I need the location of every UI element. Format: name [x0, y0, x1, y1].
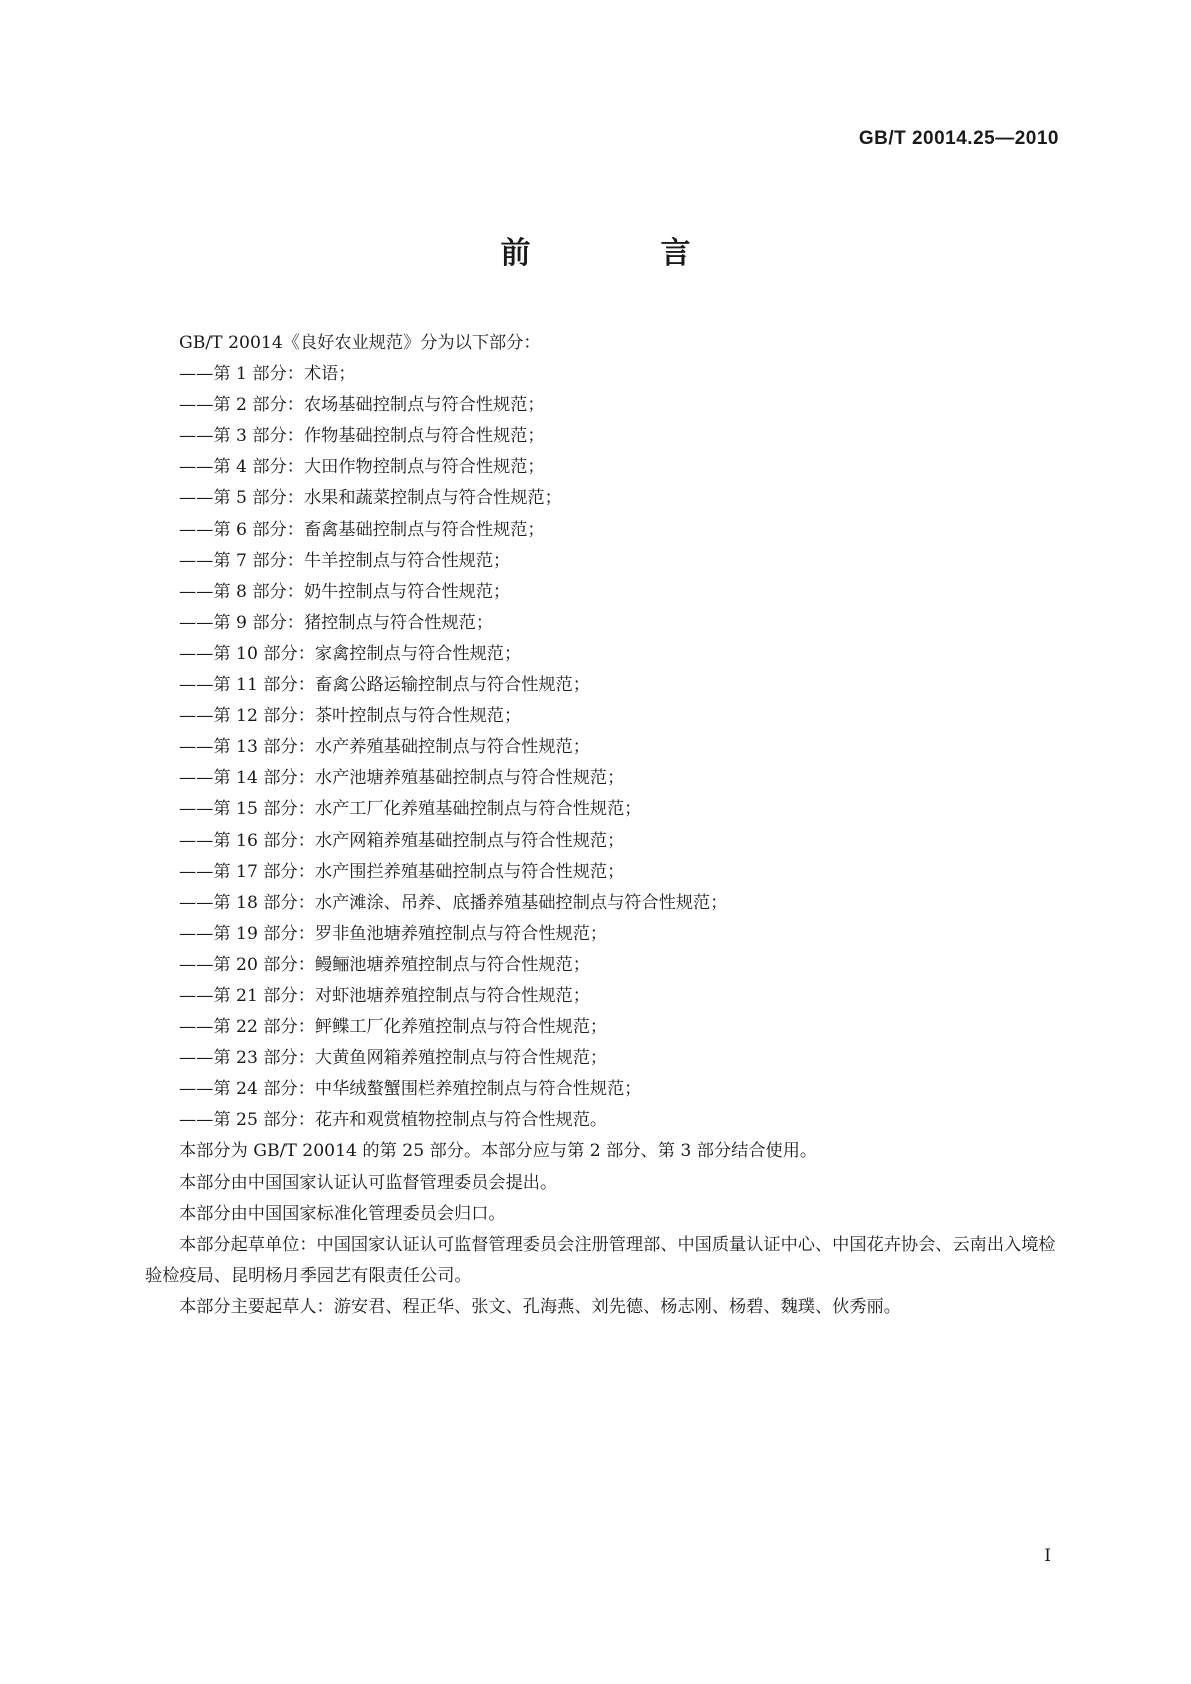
list-item: ——第 15 部分：水产工厂化养殖基础控制点与符合性规范；	[179, 799, 642, 820]
intro-paragraph: GB/T 20014《良好农业规范》分为以下部分：	[179, 333, 541, 353]
list-item: ——第 20 部分：鳗鲡池塘养殖控制点与符合性规范；	[179, 954, 590, 975]
list-item: ——第 4 部分：大田作物控制点与符合性规范；	[179, 457, 545, 478]
standard-code: GB/T 20014.25—2010	[858, 128, 1059, 149]
proposer-paragraph: 本部分由中国国家认证认可监督管理委员会提出。	[179, 1172, 558, 1193]
drafting-units-paragraph: 本部分起草单位：中国国家认证认可监督管理委员会注册管理部、中国质量认证中心、中国花卉协会、云南出入境检验检疫局、昆明杨月季园艺有限责任公司。	[145, 1234, 1056, 1286]
list-item: ——第 23 部分：大黄鱼网箱养殖控制点与符合性规范；	[179, 1048, 608, 1069]
list-item: ——第 17 部分：水产围拦养殖基础控制点与符合性规范；	[179, 861, 625, 882]
list-item: ——第 24 部分：中华绒螯蟹围栏养殖控制点与符合性规范；	[179, 1079, 642, 1100]
drafters-paragraph: 本部分主要起草人：游安君、程正华、张文、孔海燕、刘先德、杨志刚、杨碧、魏璞、伙秀丽。	[179, 1296, 901, 1317]
list-item: ——第 9 部分：猪控制点与符合性规范；	[179, 612, 494, 633]
page-number: I	[1044, 1546, 1051, 1566]
foreword-body	[145, 328, 1065, 1323]
list-item: ——第 19 部分：罗非鱼池塘养殖控制点与符合性规范；	[179, 923, 608, 944]
list-item: ——第 10 部分：家禽控制点与符合性规范；	[179, 643, 522, 664]
list-item: ——第 22 部分：鲆鲽工厂化养殖控制点与符合性规范；	[179, 1017, 608, 1038]
scope-paragraph: 本部分为 GB/T 20014 的第 25 部分。本部分应与第 2 部分、第 3 部分结合使用。	[179, 1141, 818, 1162]
parts-list	[145, 359, 1065, 1136]
list-item: ——第 12 部分：茶叶控制点与符合性规范；	[179, 706, 522, 727]
list-item: ——第 25 部分：花卉和观赏植物控制点与符合性规范。	[179, 1110, 608, 1131]
list-item: ——第 5 部分：水果和蔬菜控制点与符合性规范；	[179, 488, 562, 509]
list-item: ——第 21 部分：对虾池塘养殖控制点与符合性规范；	[179, 985, 590, 1006]
list-item: ——第 7 部分：牛羊控制点与符合性规范；	[179, 550, 511, 571]
administrator-paragraph: 本部分由中国国家标准化管理委员会归口。	[179, 1203, 506, 1224]
list-item: ——第 11 部分：畜禽公路运输控制点与符合性规范；	[179, 675, 590, 696]
list-item: ——第 3 部分：作物基础控制点与符合性规范；	[179, 426, 545, 447]
list-item: ——第 18 部分：水产滩涂、吊养、底播养殖基础控制点与符合性规范；	[179, 892, 728, 913]
list-item: ——第 13 部分：水产养殖基础控制点与符合性规范；	[179, 737, 590, 758]
list-item: ——第 16 部分：水产网箱养殖基础控制点与符合性规范；	[179, 830, 625, 851]
list-item: ——第 1 部分：术语；	[179, 364, 356, 385]
page-title: 前 言	[500, 236, 741, 271]
list-item: ——第 2 部分：农场基础控制点与符合性规范；	[179, 395, 545, 416]
list-item: ——第 14 部分：水产池塘养殖基础控制点与符合性规范；	[179, 768, 625, 789]
list-item: ——第 6 部分：畜禽基础控制点与符合性规范；	[179, 519, 545, 540]
list-item: ——第 8 部分：奶牛控制点与符合性规范；	[179, 581, 511, 602]
